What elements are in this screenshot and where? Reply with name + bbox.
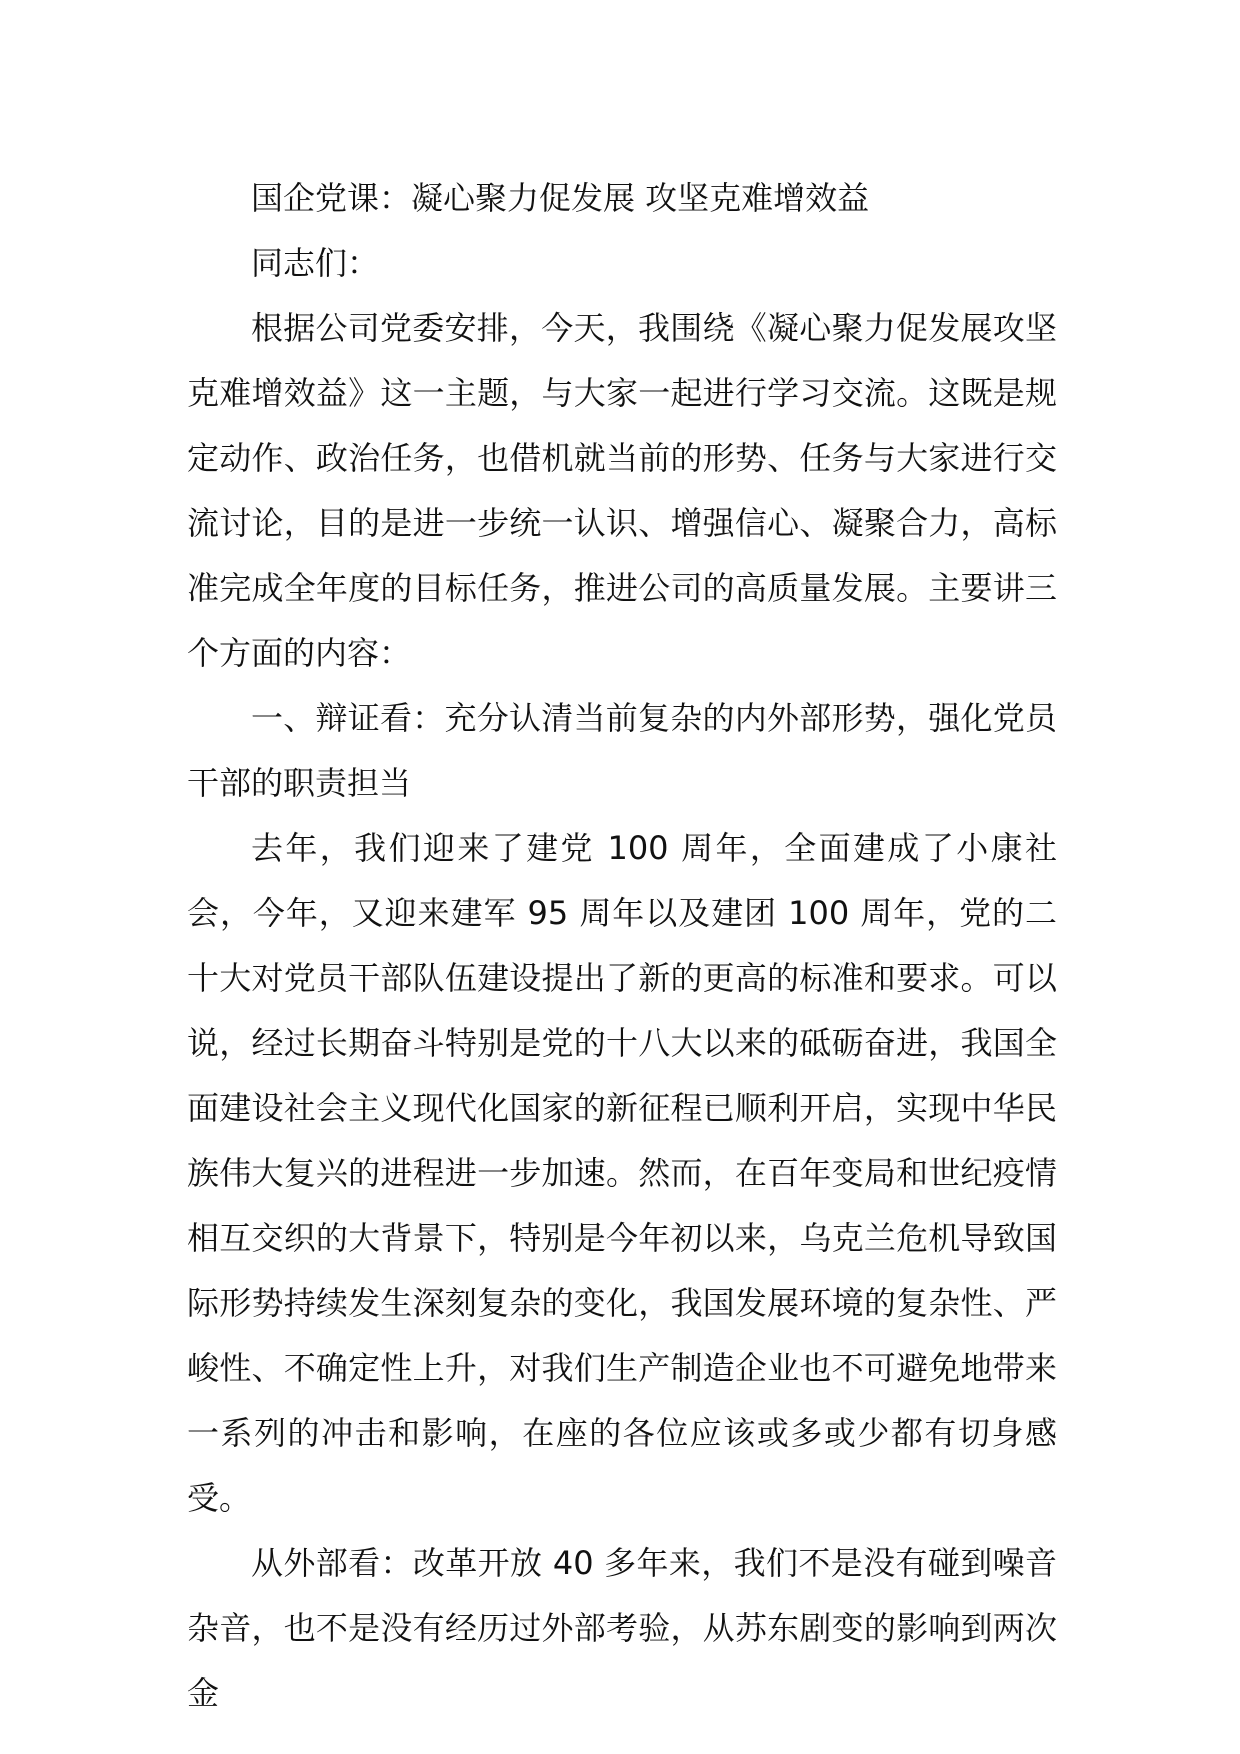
document-title: 国企党课：凝心聚力促发展 攻坚克难增效益 — [251, 179, 870, 217]
body-paragraph: 从外部看：改革开放 40 多年来，我们不是没有碰到噪音杂音，也不是没有经历过外部考验，从苏东剧变的影响到两次金 — [187, 1544, 1057, 1712]
body-paragraph: 去年，我们迎来了建党 100 周年，全面建成了小康社会，今年，又迎来建军 95 周年以及建团 100 周年，党的二十大对党员干部队伍建设提出了新的更高的标准和要求。可以说，经过长期奋斗特别是党的十八大以来的砥砺奋进，我国全面建设社会主义现代化国家的新征程已顺利开启，实现中华民族伟大复兴的进程进一步加速。然而，在百年变局和世纪疫情相互交织的大背景下，特别是今年初以来，乌克兰危机导致国际形势持续发生深刻复杂的变化，我国发展环境的复杂性、严峻性、不确定性上升，对我们生产制造企业也不可避免地带来一系列的冲击和影响，在座的各位应该或多或少都有切身感受。 — [187, 829, 1057, 1517]
document-body — [187, 166, 1057, 1726]
body-paragraph: 根据公司党委安排，今天，我围绕《凝心聚力促发展攻坚克难增效益》这一主题，与大家一起进行学习交流。这既是规定动作、政治任务，也借机就当前的形势、任务与大家进行交流讨论，目的是进一步统一认识、增强信心、凝聚合力，高标准完成全年度的目标任务，推进公司的高质量发展。主要讲三个方面的内容： — [187, 309, 1057, 672]
section-heading: 一、辩证看：充分认清当前复杂的内外部形势，强化党员干部的职责担当 — [187, 699, 1057, 802]
salutation: 同志们： — [251, 244, 380, 282]
